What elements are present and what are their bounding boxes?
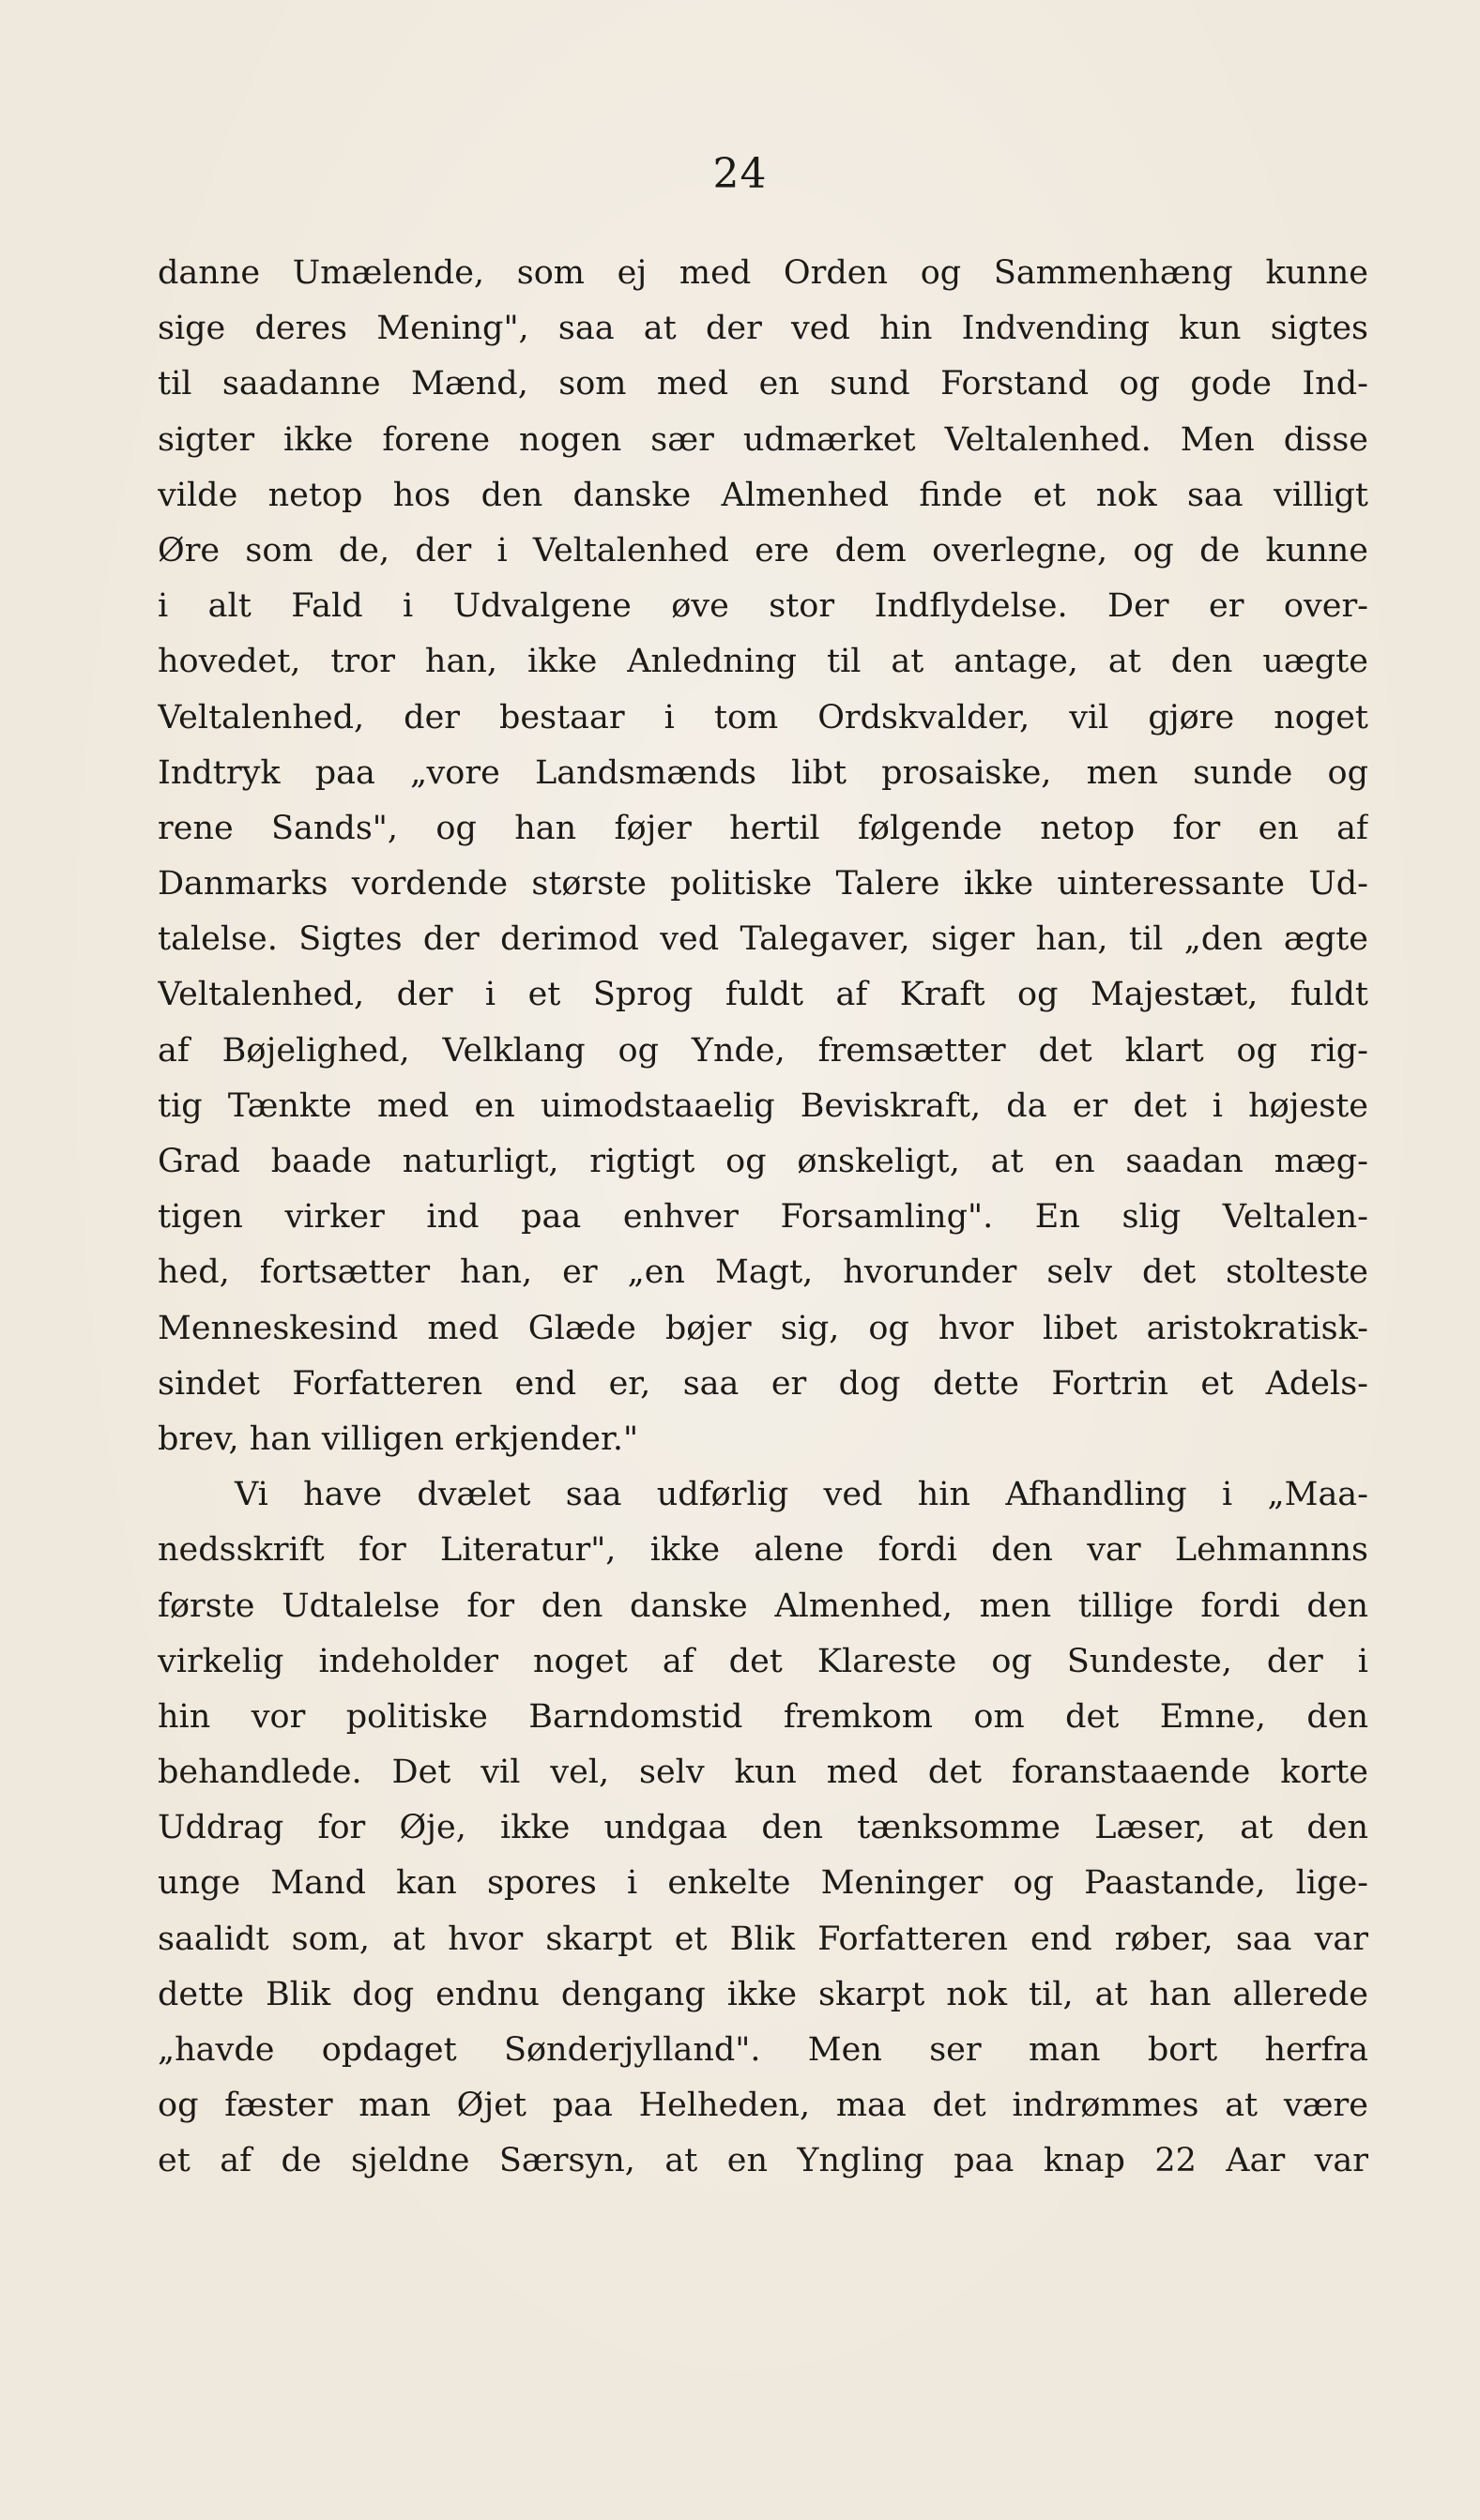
paragraph-1: [158, 246, 1368, 1467]
text-line: talelse. Sigtes der derimod ved Talegaver, siger han, til „den ægte: [158, 920, 1368, 959]
text-line: vilde netop hos den danske Almenhed finde et nok saa villigt: [158, 476, 1368, 514]
page-number: 24: [712, 150, 768, 198]
text-line: af Bøjelighed, Velklang og Ynde, fremsætter det klart og rig-: [158, 1031, 1368, 1070]
text-line: i alt Fald i Udvalgene øve stor Indflydelse. Der er over-: [158, 587, 1368, 626]
text-line: Indtryk paa „vore Landsmænds libt prosaiske, men sunde og: [158, 753, 1368, 792]
text-line: sigter ikke forene nogen sær udmærket Veltalenhed. Men disse: [158, 420, 1368, 459]
text-line: Danmarks vordende største politiske Talere ikke uinteressante Ud-: [158, 865, 1368, 903]
text-line: Menneskesind med Glæde bøjer sig, og hvor libet aristokratisk-: [158, 1309, 1368, 1347]
text-line: Uddrag for Øje, ikke undgaa den tænksomme Læser, at den: [158, 1809, 1368, 1847]
text-line: rene Sands", og han føjer hertil følgende netop for en af: [158, 809, 1368, 847]
text-line: hovedet, tror han, ikke Anledning til at antage, at den uægte: [158, 643, 1368, 681]
text-line: „havde opdaget Sønderjylland". Men ser man bort herfra: [158, 2031, 1368, 2069]
text-line: Øre som de, der i Veltalenhed ere dem overlegne, og de kunne: [158, 531, 1368, 569]
body-text: [158, 246, 1368, 2190]
text-line: tig Tænkte med en uimodstaaelig Beviskraft, da er det i højeste: [158, 1086, 1368, 1125]
text-line: danne Umælende, som ej med Orden og Sammenhæng kunne: [158, 254, 1368, 292]
text-line: virkelig indeholder noget af det Klareste og Sundeste, der i: [158, 1642, 1368, 1680]
text-line: nedsskrift for Literatur", ikke alene fordi den var Lehmannns: [158, 1531, 1368, 1570]
paragraph-2: [158, 1467, 1368, 2189]
text-line: hin vor politiske Barndomstid fremkom om det Emne, den: [158, 1697, 1368, 1736]
text-line: unge Mand kan spores i enkelte Meninger og Paastande, lige-: [158, 1864, 1368, 1903]
text-line: behandlede. Det vil vel, selv kun med det foranstaaende korte: [158, 1753, 1368, 1792]
text-line: Grad baade naturligt, rigtigt og ønskeligt, at en saadan mæg-: [158, 1143, 1368, 1180]
text-line: brev, han villigen erkjender.": [158, 1419, 639, 1458]
text-line: Veltalenhed, der bestaar i tom Ordskvalder, vil gjøre noget: [158, 698, 1368, 736]
text-line: hed, fortsætter han, er „en Magt, hvorunder selv det stolteste: [158, 1253, 1368, 1292]
text-line: saalidt som, at hvor skarpt et Blik Forfatteren end røber, saa var: [158, 1920, 1368, 1958]
text-line: Vi have dvælet saa udførlig ved hin Afhandling i „Maa-: [235, 1476, 1368, 1514]
text-line: sige deres Mening", saa at der ved hin Indvending kun sigtes: [158, 310, 1368, 348]
text-line: til saadanne Mænd, som med en sund Forstand og gode Ind-: [158, 365, 1368, 403]
text-line: et af de sjeldne Særsyn, at en Yngling paa knap 22 Aar var: [158, 2142, 1368, 2180]
text-line: dette Blik dog endnu dengang ikke skarpt nok til, at han allerede: [158, 1975, 1368, 2013]
text-line: sindet Forfatteren end er, saa er dog dette Fortrin et Adels-: [158, 1364, 1368, 1403]
text-line: tigen virker ind paa enhver Forsamling". En slig Veltalen-: [158, 1198, 1368, 1237]
text-line: og fæster man Øjet paa Helheden, maa det indrømmes at være: [158, 2087, 1368, 2125]
text-line: Veltalenhed, der i et Sprog fuldt af Kraft og Majestæt, fuldt: [158, 976, 1368, 1014]
text-line: første Udtalelse for den danske Almenhed, men tillige fordi den: [158, 1586, 1368, 1625]
